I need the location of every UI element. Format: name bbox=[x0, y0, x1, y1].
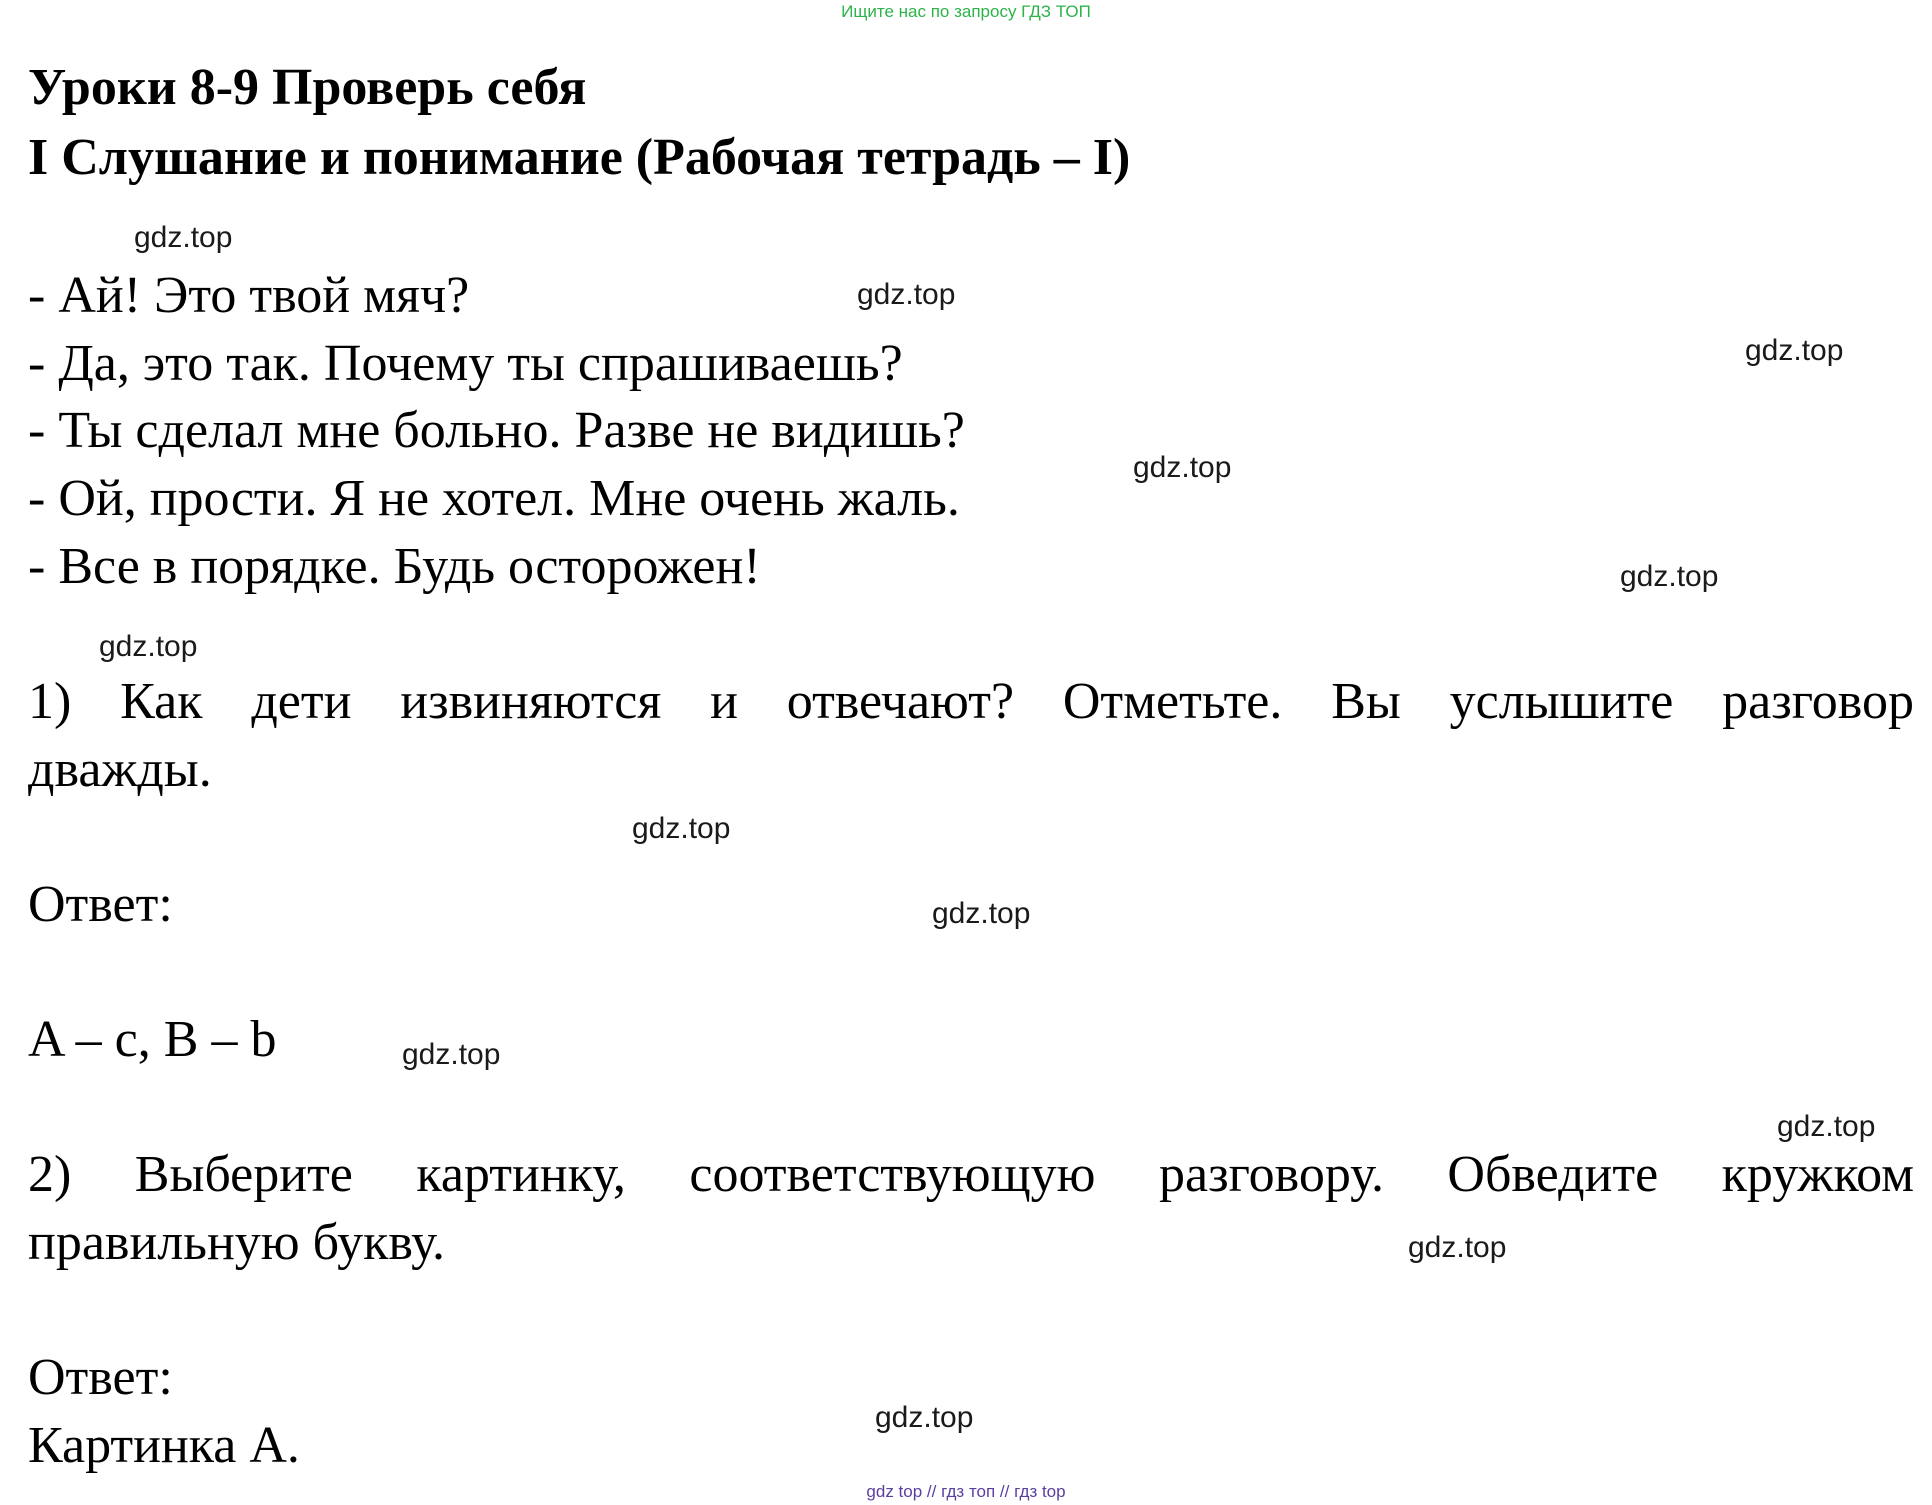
watermark: gdz.top bbox=[402, 1038, 501, 1071]
watermark: gdz.top bbox=[134, 221, 233, 254]
task2-answer-label: Ответ: bbox=[28, 1349, 173, 1406]
lesson-title: Уроки 8-9 Проверь себя bbox=[28, 59, 587, 116]
task1-question: 1) Как дети извиняются и отвечают? Отметьте. Вы услышите разговор bbox=[28, 673, 1914, 730]
watermark: gdz.top bbox=[1745, 334, 1844, 367]
task2-question-continued: правильную букву. bbox=[28, 1214, 445, 1271]
section-title: I Слушание и понимание (Рабочая тетрадь – I) bbox=[28, 129, 1131, 186]
watermark: gdz.top bbox=[632, 812, 731, 845]
footer-watermark: gdz top // гдз топ // гдз top bbox=[866, 1482, 1066, 1501]
top-banner: Ищите нас по запросу ГДЗ ТОП bbox=[841, 2, 1091, 21]
watermark: gdz.top bbox=[1133, 451, 1232, 484]
watermark: gdz.top bbox=[1777, 1110, 1876, 1143]
task1-answer-label: Ответ: bbox=[28, 876, 173, 933]
watermark: gdz.top bbox=[1408, 1231, 1507, 1264]
task2-question: 2) Выберите картинку, соответствующую разговору. Обведите кружком bbox=[28, 1146, 1914, 1203]
dialogue-line: - Да, это так. Почему ты спрашиваешь? bbox=[28, 335, 903, 392]
watermark: gdz.top bbox=[99, 630, 198, 663]
task1-answer: A – c, B – b bbox=[28, 1011, 277, 1068]
task2-answer: Картинка А. bbox=[28, 1417, 300, 1474]
watermark: gdz.top bbox=[857, 278, 956, 311]
watermark: gdz.top bbox=[932, 897, 1031, 930]
dialogue-line: - Все в порядке. Будь осторожен! bbox=[28, 538, 761, 595]
watermark: gdz.top bbox=[875, 1401, 974, 1434]
dialogue-line: - Ой, прости. Я не хотел. Мне очень жаль. bbox=[28, 470, 960, 527]
watermark: gdz.top bbox=[1620, 560, 1719, 593]
dialogue-line: - Ай! Это твой мяч? bbox=[28, 267, 470, 324]
task1-question-continued: дважды. bbox=[28, 741, 212, 798]
dialogue-line: - Ты сделал мне больно. Разве не видишь? bbox=[28, 402, 965, 459]
